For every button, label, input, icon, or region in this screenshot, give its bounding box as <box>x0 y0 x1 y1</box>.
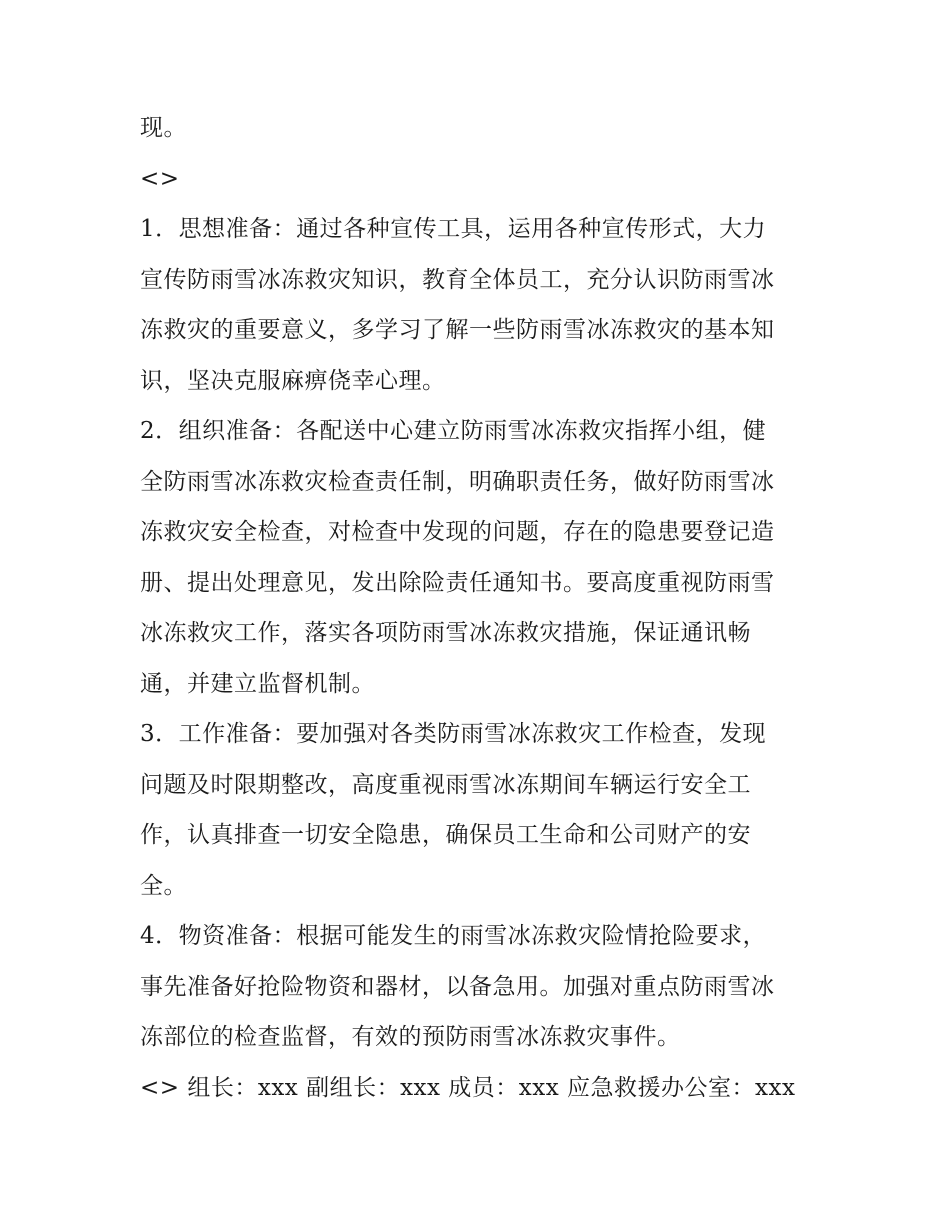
text-line: 冰冻救灾工作，落实各项防雨雪冰冻救灾措施，保证通讯畅 <box>140 620 751 646</box>
paragraph-continuation <box>140 103 820 154</box>
text-line: 2．组织准备：各配送中心建立防雨雪冰冻救灾指挥小组，健 <box>140 418 767 444</box>
text-line: <> <box>140 165 180 192</box>
text-line: 现。 <box>140 115 187 141</box>
text-line: 作，认真排查一切安全隐患，确保员工生命和公司财产的安 <box>140 822 751 848</box>
text-line: 1．思想准备：通过各种宣传工具，运用各种宣传形式，大力 <box>140 216 767 242</box>
document-body <box>140 103 820 1113</box>
text-line: 全防雨雪冰冻救灾检查责任制，明确职责任务，做好防雨雪冰 <box>140 468 775 495</box>
text-line: 宣传防雨雪冰冻救灾知识，教育全体员工，充分认识防雨雪冰 <box>140 266 775 293</box>
text-line: 通，并建立监督机制。 <box>140 670 375 697</box>
text-line: 全。 <box>140 872 187 899</box>
text-line: 册、提出处理意见，发出除险责任通知书。要高度重视防雨雪 <box>140 569 775 596</box>
text-line: 冻救灾的重要意义，多学习了解一些防雨雪冰冻救灾的基本知 <box>140 317 775 343</box>
text-line: 识，坚决克服麻痹侥幸心理。 <box>140 367 446 394</box>
paragraph-placeholder-marker <box>140 154 820 205</box>
paragraph-work-preparation <box>140 709 820 911</box>
text-line: 冻部位的检查监督，有效的预防雨雪冰冻救灾事件。 <box>140 1024 681 1050</box>
text-line: 4．物资准备：根据可能发生的雨雪冰冻救灾险情抢险要求， <box>140 923 767 949</box>
paragraph-material-preparation <box>140 911 820 1063</box>
paragraph-organizational-preparation <box>140 406 820 709</box>
text-line: 3．工作准备：要加强对各类防雨雪冰冻救灾工作检查，发现 <box>140 721 767 747</box>
text-line: 事先准备好抢险物资和器材，以备急用。加强对重点防雨雪冰 <box>140 973 775 1000</box>
paragraph-team-roster <box>140 1063 820 1114</box>
paragraph-ideological-preparation <box>140 204 820 406</box>
text-line: 冻救灾安全检查，对检查中发现的问题，存在的隐患要登记造 <box>140 519 775 545</box>
text-line: 问题及时限期整改，高度重视雨雪冰冻期间车辆运行安全工 <box>140 771 751 798</box>
text-line: <> 组长：xxx 副组长：xxx 成员：xxx 应急救援办公室：xxx <box>140 1074 796 1101</box>
